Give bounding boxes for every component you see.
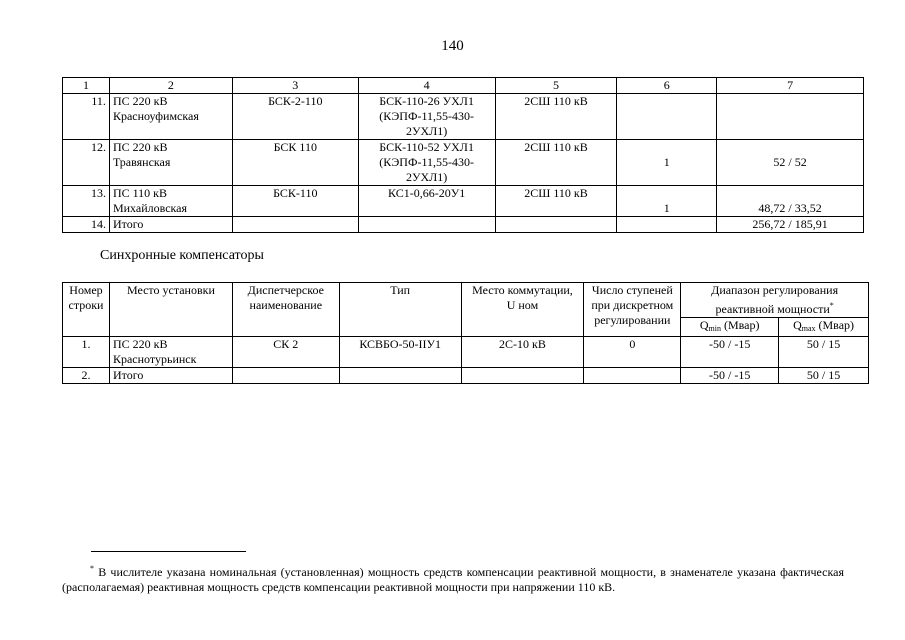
synchronous-compensators-table <box>62 282 869 384</box>
switching-place: 2СШ 110 кВ <box>495 186 617 217</box>
header-col-2: 2 <box>109 78 232 94</box>
power-value <box>717 94 864 140</box>
row-number: 1. <box>63 337 110 368</box>
table-row-total <box>63 368 869 384</box>
total-label: Итого <box>109 217 232 233</box>
device-name <box>232 217 358 233</box>
header-switching-place: Место коммутации, U ном <box>461 283 584 337</box>
compensator-type <box>339 368 461 384</box>
row-number: 12. <box>63 140 110 186</box>
header-col-5: 5 <box>495 78 617 94</box>
row-number: 13. <box>63 186 110 217</box>
table-row <box>63 140 864 186</box>
footnote-mark: * <box>90 564 94 573</box>
table-header-row <box>63 283 869 318</box>
installation-place: ПС 110 кВ Михайловская <box>109 186 232 217</box>
page-number: 140 <box>441 38 464 54</box>
header-qmin: $Q_{min}$ (Мвар) <box>681 318 779 337</box>
table-row-total <box>63 217 864 233</box>
header-steps: Число ступеней при дискретном регулировании <box>584 283 681 337</box>
steps-count <box>584 368 681 384</box>
header-row-number: Номер строки <box>63 283 110 337</box>
device-type <box>358 217 495 233</box>
footnote-separator <box>91 551 246 552</box>
installation-place: ПС 220 кВ Красноуфимская <box>109 94 232 140</box>
header-dispatch-name: Диспетчерское наименование <box>232 283 339 337</box>
qmin-total: -50 / -15 <box>681 368 779 384</box>
device-type: БСК-110-52 УХЛ1 (КЭПФ-11,55-430- 2УХЛ1) <box>358 140 495 186</box>
section-title: Синхронные компенсаторы <box>100 248 264 263</box>
qmin-value: -50 / -15 <box>681 337 779 368</box>
header-qmax: $Q_{max}$ (Мвар) <box>779 318 869 337</box>
table-header-row <box>63 78 864 94</box>
dispatch-name: СК 2 <box>232 337 339 368</box>
total-label: Итого <box>109 368 232 384</box>
device-type: КС1-0,66-20У1 <box>358 186 495 217</box>
qmax-total: 50 / 15 <box>779 368 869 384</box>
installation-place: ПС 220 кВ Травянская <box>109 140 232 186</box>
table-row <box>63 186 864 217</box>
header-col-4: 4 <box>358 78 495 94</box>
steps-count <box>617 94 717 140</box>
footnote <box>62 561 844 595</box>
installation-place: ПС 220 кВ Краснотурьинск <box>109 337 232 368</box>
capacitor-banks-table <box>62 77 864 233</box>
switching-place <box>495 217 617 233</box>
header-col-6: 6 <box>617 78 717 94</box>
header-installation-place: Место установки <box>109 283 232 337</box>
device-name: БСК-2-110 <box>232 94 358 140</box>
table-row <box>63 337 869 368</box>
device-name: БСК 110 <box>232 140 358 186</box>
steps-count: 0 <box>584 337 681 368</box>
row-number: 11. <box>63 94 110 140</box>
power-total: 256,72 / 185,91 <box>717 217 864 233</box>
switching-place: 2СШ 110 кВ <box>495 140 617 186</box>
row-number: 2. <box>63 368 110 384</box>
footnote-text: В числителе указана номинальная (установленная) мощность средств компенсации реактивной мощности, в знаменателе указана фактическая (располагаемая) реактивная мощность средств компенсации реактивной мощности при напряжении 110 кВ. <box>62 565 844 594</box>
header-regulation-range: Диапазон регулирования реактивной мощности* <box>681 283 869 318</box>
row-number: 14. <box>63 217 110 233</box>
qmax-value: 50 / 15 <box>779 337 869 368</box>
switching-place: 2С-10 кВ <box>461 337 584 368</box>
steps-count: 1 <box>617 140 717 186</box>
steps-count <box>617 217 717 233</box>
steps-count: 1 <box>617 186 717 217</box>
compensator-type: КСВБО-50-IIУ1 <box>339 337 461 368</box>
dispatch-name <box>232 368 339 384</box>
header-type: Тип <box>339 283 461 337</box>
device-name: БСК-110 <box>232 186 358 217</box>
device-type: БСК-110-26 УХЛ1 (КЭПФ-11,55-430- 2УХЛ1) <box>358 94 495 140</box>
power-value: 52 / 52 <box>717 140 864 186</box>
header-col-3: 3 <box>232 78 358 94</box>
header-col-1: 1 <box>63 78 110 94</box>
power-value: 48,72 / 33,52 <box>717 186 864 217</box>
header-col-7: 7 <box>717 78 864 94</box>
switching-place <box>461 368 584 384</box>
switching-place: 2СШ 110 кВ <box>495 94 617 140</box>
table-row <box>63 94 864 140</box>
